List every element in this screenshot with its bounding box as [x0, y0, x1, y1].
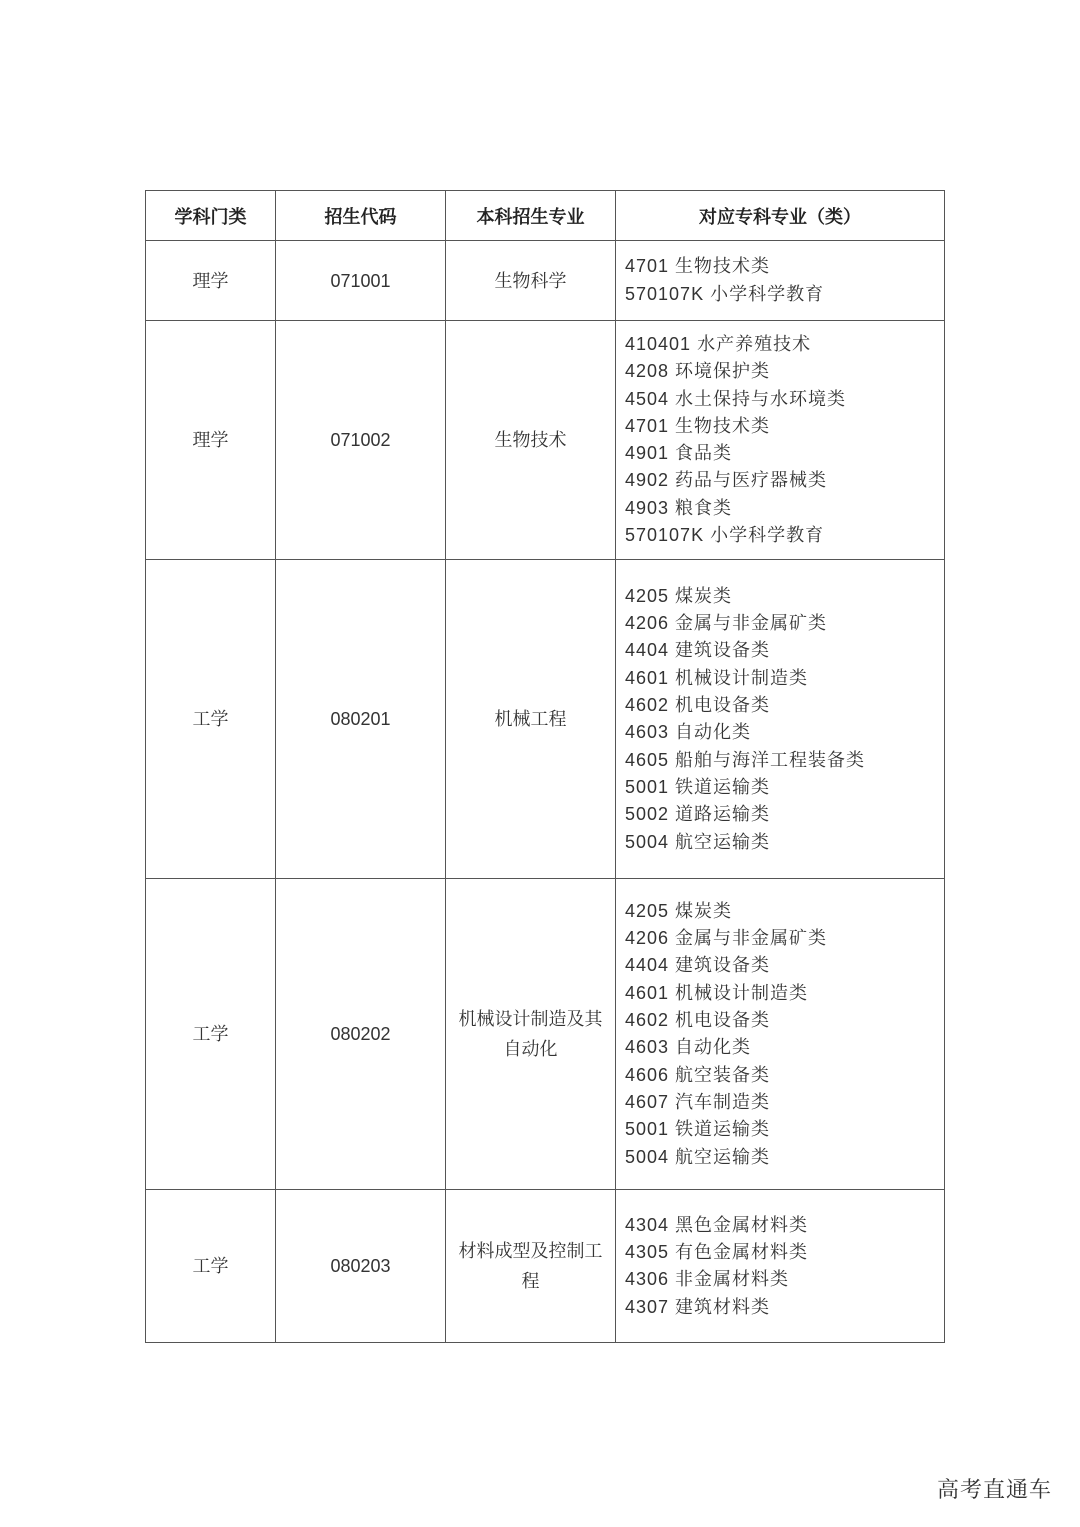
related-item: 4205 煤炭类	[625, 900, 733, 921]
category-cell: 工学	[146, 879, 276, 1190]
category-cell: 理学	[146, 241, 276, 321]
code-cell: 080202	[276, 879, 446, 1190]
related-item: 4305 有色金属材料类	[625, 1242, 809, 1263]
related-item: 4701 生物技术类	[625, 415, 771, 436]
table-row	[146, 560, 945, 879]
related-item: 5001 铁道运输类	[625, 776, 771, 797]
related-item: 4306 非金属材料类	[625, 1269, 790, 1290]
related-item: 4206 金属与非金属矿类	[625, 928, 828, 949]
related-item: 5004 航空运输类	[625, 831, 771, 852]
table-row	[146, 879, 945, 1190]
related-item: 4603 自动化类	[625, 1037, 752, 1058]
related-item: 410401 水产养殖技术	[625, 334, 812, 354]
related-cell	[616, 1190, 945, 1343]
related-item: 4603 自动化类	[625, 722, 752, 743]
major-cell: 生物技术	[446, 321, 616, 560]
related-item: 4607 汽车制造类	[625, 1091, 771, 1112]
related-cell	[616, 241, 945, 321]
related-item: 570107K 小学科学教育	[625, 283, 825, 304]
related-item: 4902 药品与医疗器械类	[625, 470, 828, 491]
related-item: 4404 建筑设备类	[625, 640, 771, 661]
category-cell: 工学	[146, 560, 276, 879]
category-cell: 工学	[146, 1190, 276, 1343]
watermark: 高考直通车	[936, 1477, 1052, 1502]
related-item: 4304 黑色金属材料类	[625, 1214, 809, 1235]
related-item: 4701 生物技术类	[625, 256, 771, 277]
related-item: 4601 机械设计制造类	[625, 982, 809, 1003]
related-item: 4602 机电设备类	[625, 695, 771, 716]
related-item: 4504 水土保持与水环境类	[625, 388, 847, 409]
code-cell: 071002	[276, 321, 446, 560]
major-cell: 机械工程	[446, 560, 616, 879]
header-major: 本科招生专业	[446, 191, 616, 241]
code-cell: 080201	[276, 560, 446, 879]
header-code: 招生代码	[276, 191, 446, 241]
table-header-row	[146, 191, 945, 241]
related-item: 4307 建筑材料类	[625, 1296, 771, 1317]
related-item: 4605 船舶与海洋工程装备类	[625, 749, 866, 770]
related-item: 5004 航空运输类	[625, 1146, 771, 1167]
related-item: 4205 煤炭类	[625, 585, 733, 606]
related-item: 5001 铁道运输类	[625, 1119, 771, 1140]
category-cell: 理学	[146, 321, 276, 560]
major-cell: 生物科学	[446, 241, 616, 321]
major-cell: 机械设计制造及其自动化	[446, 879, 616, 1190]
related-item: 5002 道路运输类	[625, 804, 771, 825]
header-category: 学科门类	[146, 191, 276, 241]
related-item: 4901 食品类	[625, 443, 733, 464]
related-item: 570107K 小学科学教育	[625, 525, 825, 546]
majors-table	[145, 190, 945, 1343]
related-item: 4601 机械设计制造类	[625, 667, 809, 688]
related-item: 4903 粮食类	[625, 497, 733, 518]
related-item: 4208 环境保护类	[625, 361, 771, 382]
related-cell	[616, 879, 945, 1190]
related-item: 4606 航空装备类	[625, 1064, 771, 1085]
code-cell: 080203	[276, 1190, 446, 1343]
major-cell: 材料成型及控制工程	[446, 1190, 616, 1343]
header-related: 对应专科专业（类）	[616, 191, 945, 241]
table-row	[146, 241, 945, 321]
related-item: 4404 建筑设备类	[625, 955, 771, 976]
code-cell: 071001	[276, 241, 446, 321]
related-item: 4206 金属与非金属矿类	[625, 613, 828, 634]
table-row	[146, 1190, 945, 1343]
related-item: 4602 机电设备类	[625, 1010, 771, 1031]
table-row	[146, 321, 945, 560]
related-cell	[616, 560, 945, 879]
related-cell	[616, 321, 945, 560]
